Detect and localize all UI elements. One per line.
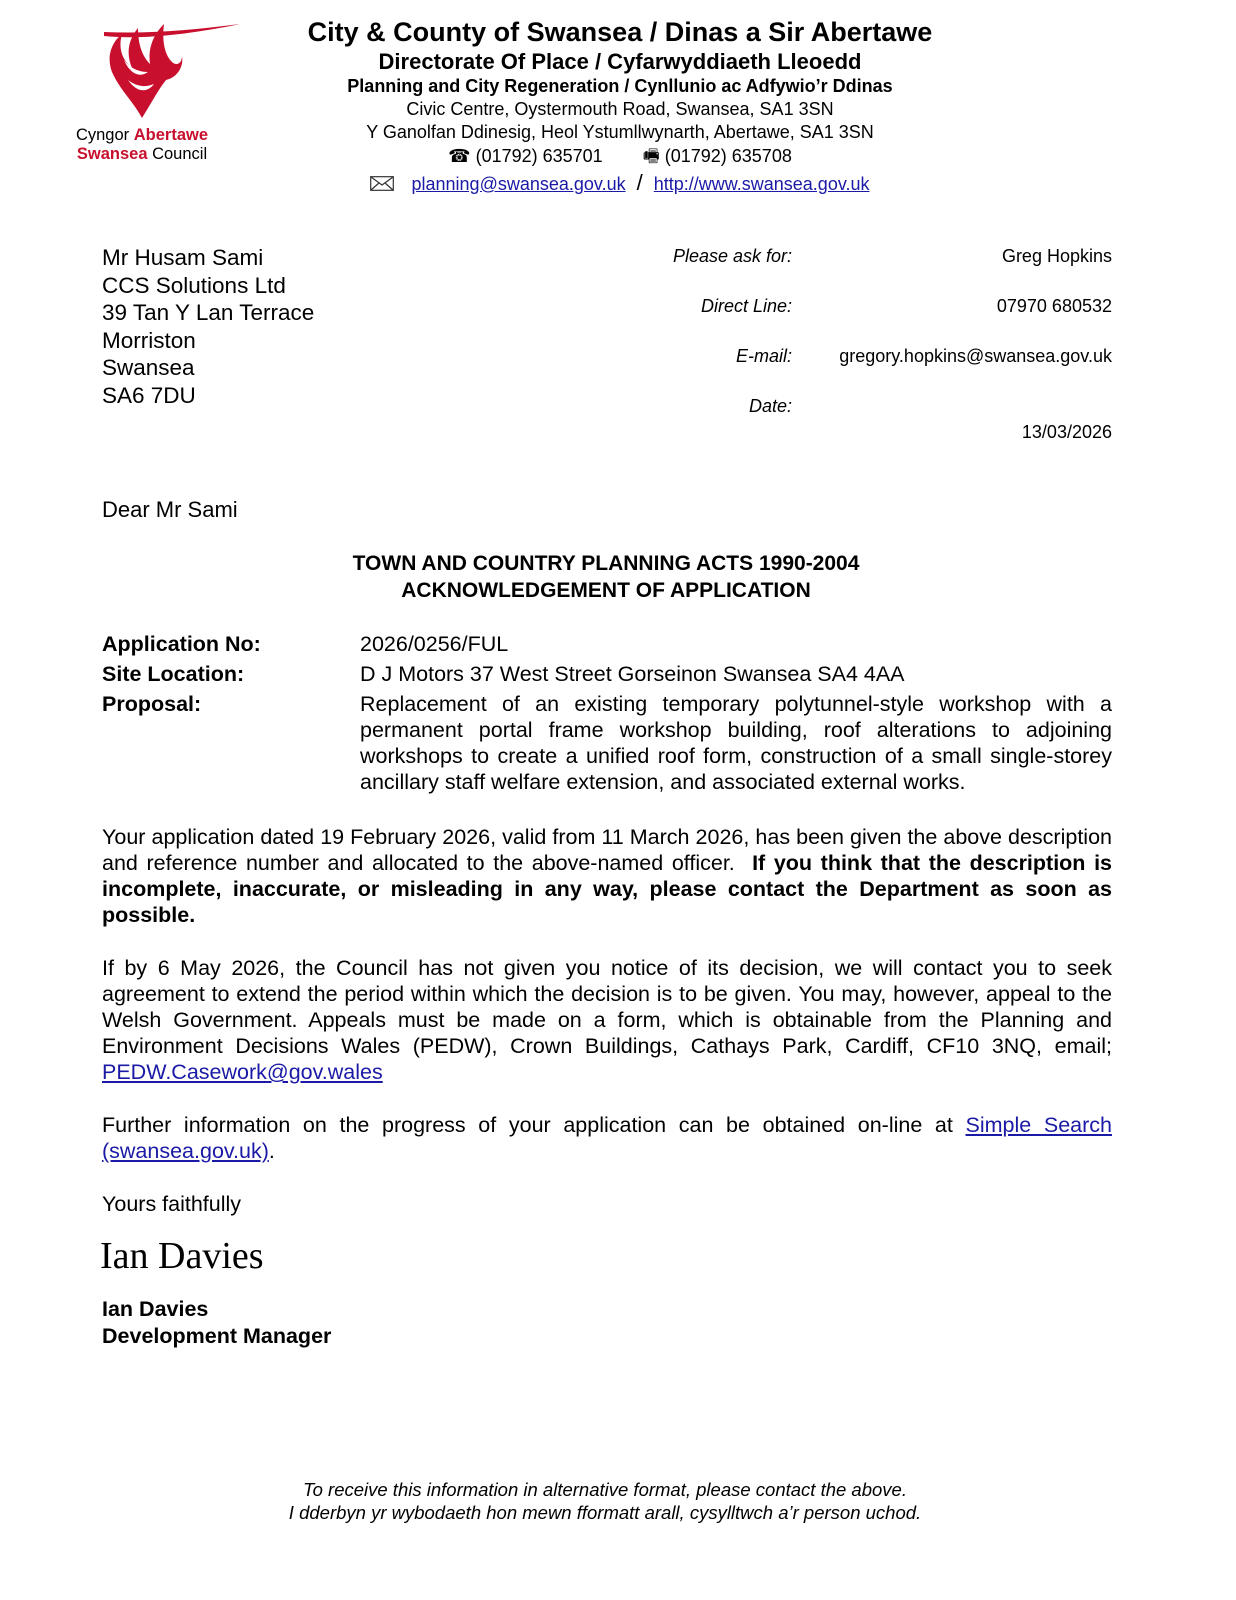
letterhead [250, 16, 990, 197]
recipient-postcode: SA6 7DU [102, 382, 196, 408]
paragraph-validation [102, 824, 1112, 928]
paragraph-2-text: If by 6 May 2026, the Council has not given you notice of its decision, we will contact you to seek agreement to extend the period within which the decision is to be given. You may, however, appeal to the Welsh Government. Appeals must be made on a form, which is obtainable from the Planning and Environment Decisions Wales (PEDW), Crown Buildings, Cathays Park, Cardiff, CF10 3NQ, email; [102, 956, 1112, 1058]
officer-email: gregory.hopkins@swansea.gov.uk [839, 346, 1112, 366]
address-en: Civic Centre, Oystermouth Road, Swansea, SA1 3SN [406, 99, 834, 119]
proposal-text: Replacement of an existing temporary polytunnel-style workshop with a permanent portal frame workshop building, roof alterations to adjoining workshops to create a unified roof form, construction of a small single-storey ancillary staff welfare extension, and associated external works. [360, 692, 1112, 794]
web-row [250, 170, 990, 197]
signature: Ian Davies [100, 1235, 264, 1277]
ask-for-label: Please ask for: [672, 246, 792, 266]
paragraph-appeal [102, 955, 1112, 1085]
directorate: Directorate Of Place / Cyfarwyddiaeth Lleoedd [378, 49, 862, 74]
department: Planning and City Regeneration / Cynllunio ac Adfywio’r Ddinas [347, 76, 893, 96]
recipient-company: CCS Solutions Ltd [102, 272, 286, 298]
footer-english: To receive this information in alternative format, please contact the above. [303, 1479, 907, 1500]
heading-line-2: ACKNOWLEDGEMENT OF APPLICATION [401, 579, 811, 602]
council-title: City & County of Swansea / Dinas a Sir Abertawe [307, 17, 933, 47]
logo-english-suffix: Council [152, 145, 208, 163]
signer-name: Ian Davies [102, 1297, 209, 1321]
salutation: Dear Mr Sami [102, 497, 238, 522]
logo-swoosh [102, 20, 242, 40]
pedw-email-link[interactable]: PEDW.Casework@gov.wales [102, 1060, 383, 1084]
closing: Yours faithfully [102, 1192, 242, 1216]
simple-search-link[interactable]: Simple Search (swansea.gov.uk) [102, 1113, 1112, 1163]
logo-welsh-name: Abertawe [133, 126, 209, 144]
paragraph-online [102, 1112, 1112, 1164]
letter-heading [200, 550, 1012, 604]
footer [150, 1478, 1060, 1524]
phone-icon: ☎ [448, 146, 471, 166]
envelope-icon [370, 176, 394, 191]
application-number: 2026/0256/FUL [360, 632, 509, 656]
recipient-name: Mr Husam Sami [102, 245, 264, 270]
paragraph-3-text: Further information on the progress of your application can be obtained on-line at [102, 1113, 953, 1137]
logo-welsh-prefix: Cyngor [75, 126, 130, 144]
application-details [102, 631, 1112, 799]
site-location: D J Motors 37 West Street Gorseinon Swansea SA4 4AA [360, 662, 905, 686]
paragraph-3-end: . [268, 1139, 275, 1163]
planning-email-link[interactable]: planning@swansea.gov.uk [411, 174, 626, 194]
phone-fax-row [250, 144, 990, 168]
direct-line-label: Direct Line: [700, 296, 792, 316]
link-separator: / [636, 170, 643, 195]
site-location-label: Site Location: [102, 662, 245, 686]
logo-english-name: Swansea [76, 145, 148, 163]
fax-icon: 🖷 [642, 146, 660, 166]
ask-for-value: Greg Hopkins [1001, 246, 1112, 266]
application-number-label: Application No: [102, 632, 261, 656]
fax-number: (01792) 635708 [664, 146, 792, 166]
website-link[interactable]: http://www.swansea.gov.uk [653, 174, 870, 194]
footer-welsh: I dderbyn yr wybodaeth hon mewn fformatt arall, cysylltwch a’r person uchod. [288, 1502, 922, 1523]
address-cy: Y Ganolfan Ddinesig, Heol Ystumllwynarth, Abertawe, SA1 3SN [366, 122, 874, 142]
paragraph-1-bold: If you think that the description is incomplete, inaccurate, or misleading in any way, please contact the Department as soon as possible. [102, 851, 1112, 927]
recipient-area: Morriston [102, 327, 196, 353]
phone-number: (01792) 635701 [475, 146, 603, 166]
letter-date: 13/03/2026 [1021, 422, 1112, 442]
paragraph-1-text: Your application dated 19 February 2026, valid from 11 March 2026, has been given the above description and reference number and allocated to the above-named officer. [102, 825, 1112, 875]
signer-role: Development Manager [102, 1324, 332, 1348]
recipient-street: 39 Tan Y Lan Terrace [102, 300, 315, 325]
date-label: Date: [748, 396, 792, 416]
heading-line-1: TOWN AND COUNTRY PLANNING ACTS 1990-2004 [352, 552, 860, 575]
direct-line-value: 07970 680532 [996, 296, 1112, 316]
council-logo [62, 20, 222, 192]
email-label: E-mail: [735, 346, 792, 366]
recipient-town: Swansea [102, 355, 195, 380]
recipient-address [102, 244, 314, 409]
contact-details [600, 246, 1112, 446]
proposal-label: Proposal: [102, 692, 202, 716]
signer-block [102, 1296, 331, 1350]
